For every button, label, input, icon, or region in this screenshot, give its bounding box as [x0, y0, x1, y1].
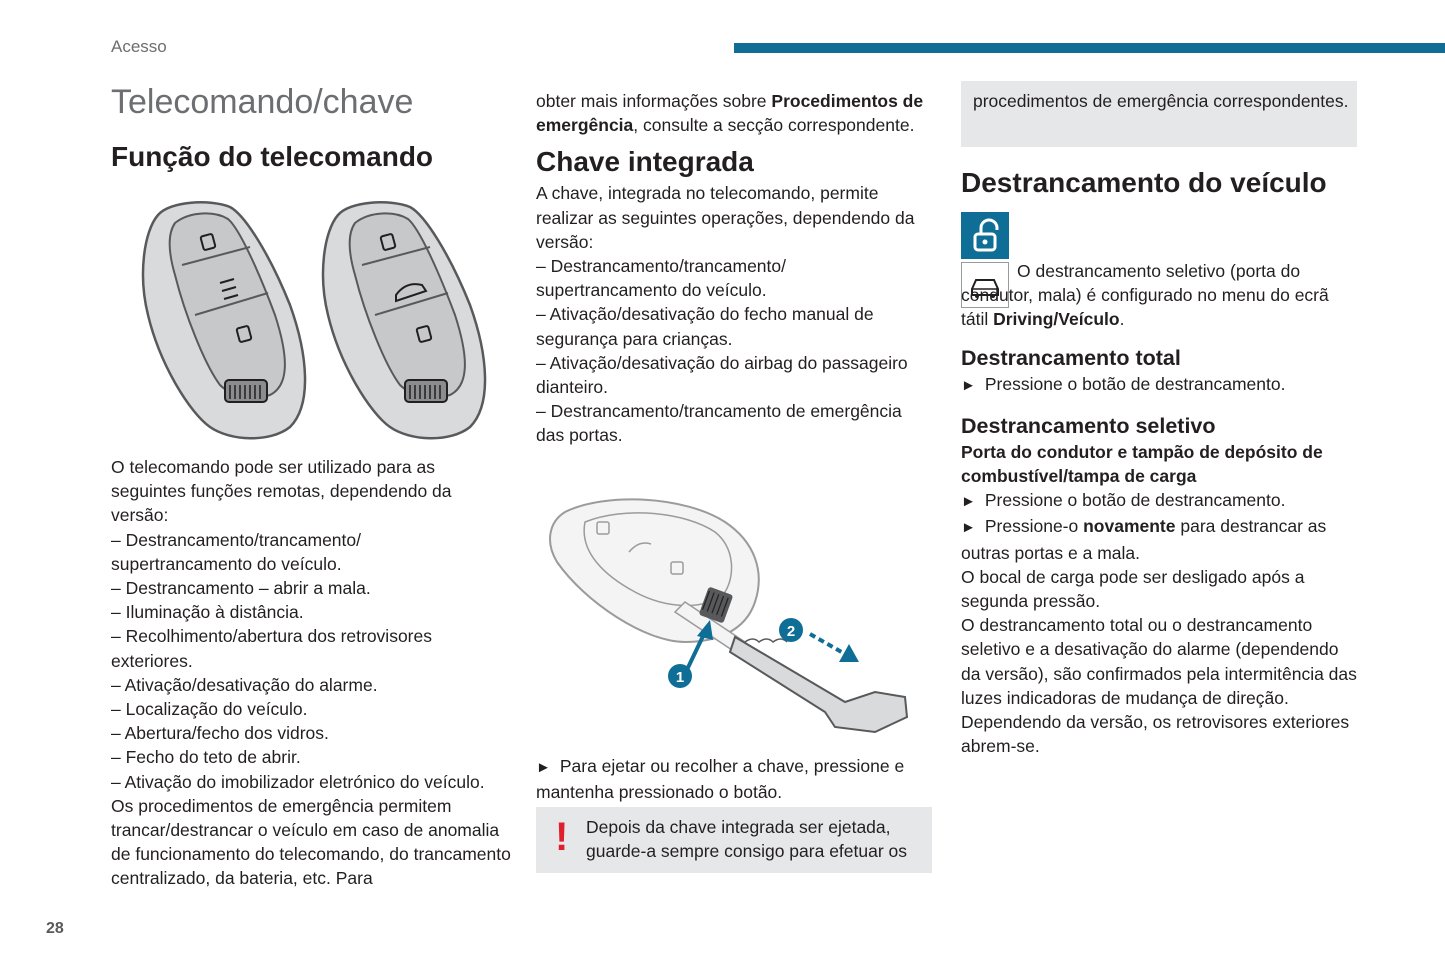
list-item: – Recolhimento/abertura dos retrovisores — [111, 626, 432, 647]
selective-step-1: ► Pressione o botão de destrancamento. — [961, 490, 1286, 511]
section-heading-integrated-key: Chave integrada — [536, 146, 754, 178]
step-1-label: 1 — [675, 669, 685, 686]
list-item: segurança para crianças. — [536, 328, 733, 349]
page-number: 28 — [46, 920, 64, 937]
remote-key-left — [143, 202, 305, 438]
column-2 — [536, 89, 932, 448]
warning-text: Depois da chave integrada ser ejetada, guarde-a sempre consigo para efetuar os — [586, 817, 908, 862]
list-item: – Iluminação à distância. — [111, 602, 304, 623]
mirrors-paragraph: Dependendo da versão, os retrovisores exteriores abrem-se. — [961, 712, 1350, 757]
page-title: Telecomando/chave — [111, 83, 414, 121]
list-item: supertrancamento do veículo. — [536, 280, 767, 301]
accent-bar — [734, 43, 1445, 53]
continued-paragraph: obter mais informações sobre Procedimentos de emergência, consulte a secção correspondente. — [536, 91, 924, 136]
list-item: das portas. — [536, 425, 623, 446]
selective-subtitle: Porta do condutor e tampão de depósito de combustível/tampa de carga — [961, 441, 1323, 487]
section-label: Acesso — [111, 37, 167, 56]
remote-key-right — [323, 202, 485, 438]
list-item: – Destrancamento/trancamento de emergência — [536, 401, 902, 422]
list-item: – Abertura/fecho dos vidros. — [111, 723, 329, 744]
confirmation-paragraph: O destrancamento total ou o destrancamento seletivo e a desativação do alarme (dependendo da versão), são confirmados pela intermitência das luzes indicadoras de mudança de direção. — [961, 615, 1357, 708]
charging-paragraph: O bocal de carga pode ser desligado após a segunda pressão. — [961, 566, 1305, 612]
note-box-continued — [961, 81, 1357, 147]
list-item: – Destrancamento – abrir a mala. — [111, 578, 371, 599]
column-3-body — [961, 259, 1357, 758]
list-item: exteriores. — [111, 650, 193, 671]
list-item: – Destrancamento/trancamento/ — [111, 529, 361, 550]
integrated-key-illustration — [545, 492, 920, 742]
subheading-selective-unlocking: Destrancamento seletivo — [961, 413, 1216, 438]
arrow-icon: ► — [536, 759, 551, 776]
subheading-total-unlocking: Destrancamento total — [961, 345, 1181, 370]
unlock-icon — [961, 212, 1009, 259]
list-item: – Fecho do teto de abrir. — [111, 747, 301, 768]
list-item: dianteiro. — [536, 377, 608, 398]
list-item: – Ativação/desativação do alarme. — [111, 674, 378, 695]
step-2-label: 2 — [786, 623, 796, 640]
selective-step-2: ► Pressione-o novamente para destrancar as outras portas e a mala. — [961, 516, 1327, 563]
list-item: – Destrancamento/trancamento/ — [536, 256, 786, 277]
emergency-paragraph: Os procedimentos de emergência permitem trancar/destrancar o veículo em caso de anomalia de funcionamento do telecomando, do trancamento centralizado, da bateria, etc. Para — [111, 795, 511, 889]
section-heading-remote: Função do telecomando — [111, 141, 434, 172]
remote-intro: O telecomando pode ser utilizado para as seguintes funções remotas, dependendo da versão: — [111, 457, 452, 526]
selective-intro: O destrancamento seletivo (porta do condutor, mala) é configurado no menu do ecrã tátil Driving/Veículo. — [961, 261, 1329, 330]
list-item: – Localização do veículo. — [111, 699, 308, 720]
note-text: procedimentos de emergência correspondentes. — [973, 91, 1349, 111]
list-item: – Ativação do imobilizador eletrónico do veículo. — [111, 771, 485, 792]
integrated-key-intro: A chave, integrada no telecomando, permite realizar as seguintes operações, dependendo da versão: — [536, 183, 915, 252]
column-3-heading — [961, 166, 1357, 200]
eject-instruction: ► Para ejetar ou recolher a chave, pressione e mantenha pressionado o botão. — [536, 756, 905, 803]
column-1 — [111, 82, 511, 174]
list-item: – Ativação/desativação do fecho manual de — [536, 304, 874, 325]
remote-control-keys-illustration — [130, 195, 500, 445]
warning-box — [536, 807, 932, 873]
section-heading-unlocking: Destrancamento do veículo — [961, 167, 1327, 198]
list-item: supertrancamento do veículo. — [111, 553, 342, 574]
total-step: ► Pressione o botão de destrancamento. — [961, 373, 1286, 394]
list-item: – Ativação/desativação do airbag do passageiro — [536, 352, 908, 373]
warning-icon: ! — [555, 815, 569, 859]
column-1-body — [111, 455, 511, 891]
